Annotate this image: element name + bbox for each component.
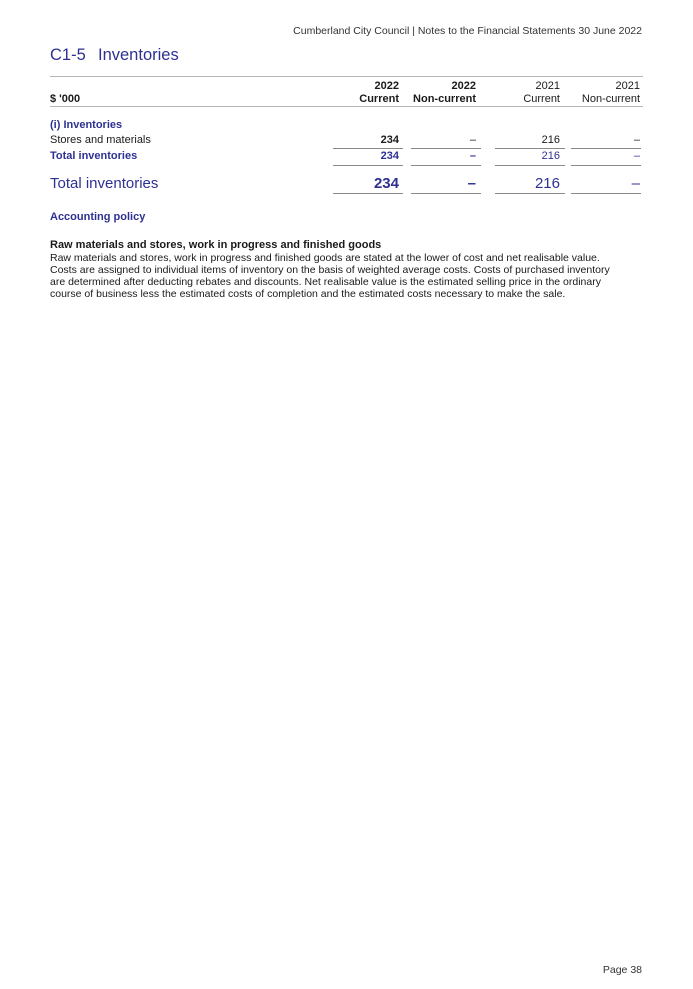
col-year-2022-current: 2022: [374, 80, 399, 92]
grand-total-underline: [495, 193, 565, 194]
row-underline: [495, 165, 565, 166]
grand-total-2021-noncurrent: –: [631, 175, 640, 192]
col-year-2022-noncurrent: 2022: [451, 80, 476, 92]
unit-label: $ '000: [50, 93, 81, 105]
header-rule: [50, 106, 643, 107]
row-value-2021-current: 216: [541, 150, 560, 162]
grand-total-2021-current: 216: [534, 175, 560, 192]
row-value-2021-noncurrent: –: [633, 134, 640, 146]
policy-subheading: Raw materials and stores, work in progress and finished goods: [50, 239, 382, 251]
row-value-2022-noncurrent: –: [469, 134, 476, 146]
grand-total-underline: [571, 193, 641, 194]
col-year-2021-noncurrent: 2021: [615, 80, 640, 92]
note-number: C1-5: [50, 46, 86, 64]
row-underline: [411, 165, 481, 166]
accounting-policy-heading: Accounting policy: [50, 211, 146, 223]
policy-line: are determined after deducting rebates and discounts. Net realisable value is the estimated selling price in the ordinary: [50, 276, 601, 288]
row-underline: [411, 148, 481, 149]
policy-line: Costs are assigned to individual items of inventory on the basis of weighted average costs. Costs of purchased inventory: [50, 264, 610, 276]
note-title-text: Inventories: [98, 46, 179, 64]
col-type-2022-noncurrent: Non-current: [413, 93, 476, 105]
table-section-heading: (i) Inventories: [50, 119, 123, 131]
grand-total-underline: [411, 193, 481, 194]
top-rule: [50, 76, 643, 77]
policy-line: course of business less the estimated costs of completion and the estimated costs necessary to make the sale.: [50, 288, 566, 300]
grand-total-2022-noncurrent: –: [467, 175, 476, 192]
page-number: Page 38: [602, 964, 642, 976]
row-value-2022-current: 234: [380, 134, 399, 146]
row-value-2021-current: 216: [541, 134, 560, 146]
row-underline: [571, 165, 641, 166]
grand-total-label: Total inventories: [50, 175, 159, 192]
running-header: Cumberland City Council | Notes to the Financial Statements 30 June 2022: [293, 25, 642, 37]
grand-total-row: [50, 175, 643, 195]
row-value-2022-noncurrent: –: [469, 150, 476, 162]
col-year-2021-current: 2021: [535, 80, 560, 92]
policy-line: Raw materials and stores, work in progress and finished goods are stated at the lower of cost and net realisable value.: [50, 252, 600, 264]
row-underline: [333, 165, 403, 166]
row-underline: [571, 148, 641, 149]
col-type-2021-current: Current: [523, 93, 560, 105]
col-type-2021-noncurrent: Non-current: [581, 93, 640, 105]
row-label: Total inventories: [50, 150, 138, 162]
row-underline: [333, 148, 403, 149]
policy-body: [50, 252, 650, 300]
row-label: Stores and materials: [50, 134, 151, 146]
row-underline: [495, 148, 565, 149]
grand-total-2022-current: 234: [373, 175, 399, 192]
table-row-subtotal: [50, 150, 643, 166]
note-title: [50, 46, 179, 65]
grand-total-underline: [333, 193, 403, 194]
col-type-2022-current: Current: [359, 93, 399, 105]
table-row: [50, 134, 643, 150]
row-value-2021-noncurrent: –: [633, 150, 640, 162]
row-value-2022-current: 234: [380, 150, 399, 162]
